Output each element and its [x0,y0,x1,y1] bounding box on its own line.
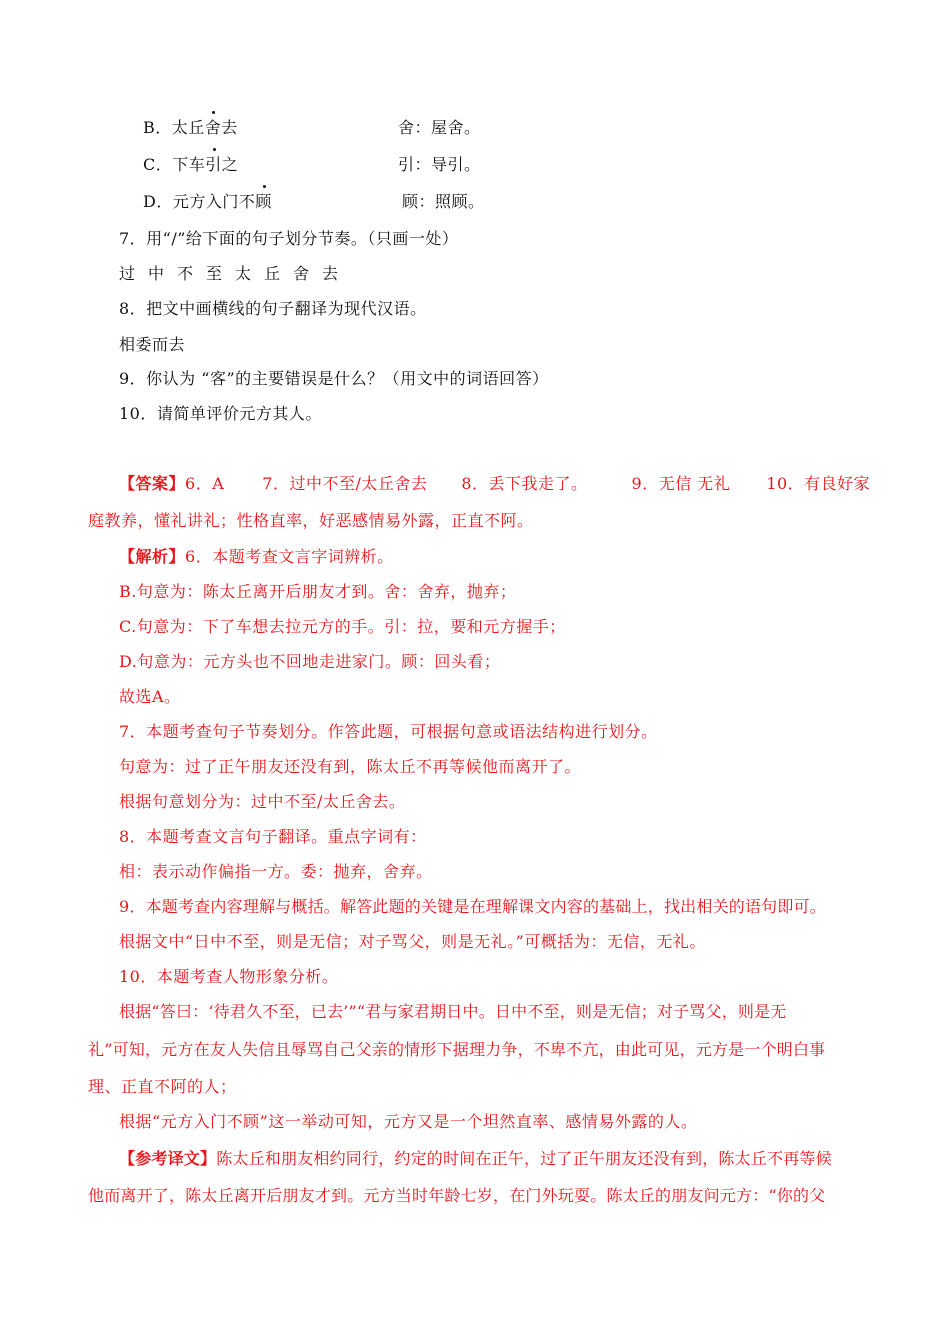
option-sentence-pre: 太丘 [171,118,205,137]
analysis-line: D.句意为：元方头也不回地走进家门。顾：回头看； [119,652,501,671]
analysis-line: 故选A。 [119,687,181,706]
translation-tag: 【参考译文】 [119,1149,217,1168]
option-sentence-pre: 下车 [172,155,206,174]
emphasis-dot-word: 顾 [255,192,272,211]
answer-7: 7．过中不至/太丘舍去 [262,474,428,493]
question-8: 8．把文中画横线的句子翻译为现代汉语。 [119,299,427,318]
option-d [143,191,272,213]
analysis-line: B.句意为：陈太丘离开后朋友才到。舍：舍弃，抛弃； [119,582,517,601]
translation-text: 陈太丘和朋友相约同行，约定的时间在正午，过了正午朋友还没有到，陈太丘不再等候 [216,1149,832,1168]
answer-tag: 【答案】 [119,474,186,493]
analysis-tag: 【解析】 [119,547,186,566]
option-letter: D． [143,192,173,211]
emphasis-dot-word: 舍 [204,118,222,137]
answer-8: 8．丢下我走了。 [461,474,588,493]
analysis-paragraph-line: 根据“元方入门不顾”这一举动可知，元方又是一个坦然直率、感情易外露的人。 [119,1112,698,1131]
option-letter: C． [143,155,173,174]
option-letter: B． [143,118,172,137]
option-c [143,154,238,176]
question-7: 7．用“/”给下面的句子划分节奏。（只画一处） [119,229,459,248]
analysis-line: 相：表示动作偏指一方。委：抛弃，舍弃。 [119,862,433,881]
answer-6: 6．A [185,474,225,493]
answer-10-continued: 庭教养，懂礼讲礼；性格直率，好恶感情易外露，正直不阿。 [88,511,534,530]
analysis-paragraph-line: 理、正直不阿的人； [88,1077,237,1096]
question-9: 9．你认为 “客”的主要错误是什么？（用文中的词语回答） [119,369,549,388]
analysis-line: 根据句意划分为：过中不至/太丘舍去。 [119,792,406,811]
option-sentence-post: 之 [221,155,239,174]
analysis-line: 9．本题考查内容理解与概括。解答此题的关键是在理解课文内容的基础上，找出相关的语句即可。 [119,897,826,916]
option-sentence-pre: 元方入门不 [172,192,256,211]
analysis-line: 8．本题考查文言句子翻译。重点字词有： [119,827,427,846]
option-b [143,117,238,139]
question-10: 10．请简单评价元方其人。 [119,404,322,423]
question-7-sentence: 过中不至太丘舍去 [119,264,352,283]
answer-10: 10．有良好家 [766,474,871,493]
analysis-line: C.句意为：下了车想去拉元方的手。引：拉，要和元方握手； [119,617,566,636]
analysis-line: 10．本题考查人物形象分析。 [119,967,339,986]
option-c-gloss: 引：导引。 [398,155,481,174]
option-sentence-post: 去 [221,118,238,137]
analysis-paragraph-line: 根据“答曰：‘待君久不至，已去’”“君与家君期日中。日中不至，则是无信；对子骂父，则是无 [119,1002,787,1021]
analysis-line: 7．本题考查句子节奏划分。作答此题，可根据句意或语法结构进行划分。 [119,722,658,741]
analysis-line: 句意为：过了正午朋友还没有到，陈太丘不再等候他而离开了。 [119,757,582,776]
option-d-gloss: 顾：照顾。 [402,192,485,211]
option-b-gloss: 舍：屋舍。 [398,118,481,137]
translation-line [119,1148,832,1170]
answer-line [119,473,870,495]
emphasis-dot-word: 引 [205,155,222,174]
question-8-sentence: 相委而去 [119,335,186,354]
translation-line: 他而离开了，陈太丘离开后朋友才到。元方当时年龄七岁，在门外玩耍。陈太丘的朋友问元方：“你的父 [88,1186,826,1205]
analysis-paragraph-line: 礼”可知，元方在友人失信且辱骂自己父亲的情形下据理力争，不卑不亢，由此可见，元方是一个明白事 [88,1040,826,1059]
answer-9: 9．无信 无礼 [631,474,731,493]
analysis-heading [119,546,394,568]
analysis-first-line: 6．本题考查文言字词辨析。 [185,547,394,566]
analysis-line: 根据文中“日中不至，则是无信；对子骂父，则是无礼。”可概括为：无信，无礼。 [119,932,706,951]
